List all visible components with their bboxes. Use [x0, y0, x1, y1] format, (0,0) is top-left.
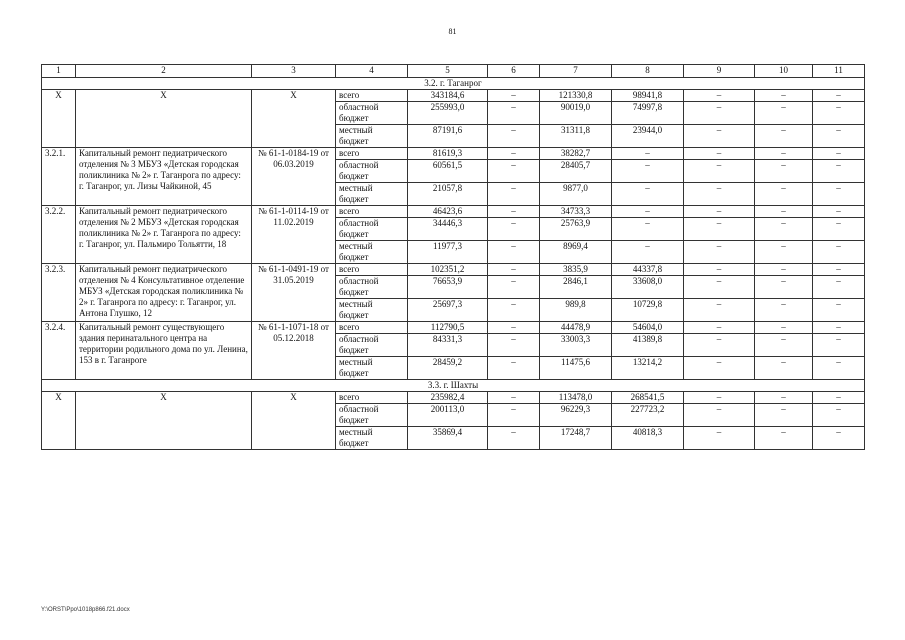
summary-marker-cell: Х [42, 392, 76, 450]
column-number-row [42, 65, 865, 78]
funding-source-cell: всего [336, 264, 408, 276]
funding-source-cell: областной бюджет [336, 160, 408, 183]
value-cell-10: – [755, 183, 813, 206]
value-cell-10: – [755, 218, 813, 241]
value-cell-5: 255993,0 [408, 102, 488, 125]
expertise-doc-cell: № 61-1-0184-19 от 06.03.2019 [252, 148, 336, 206]
value-cell-10: – [755, 276, 813, 299]
column-number-2: 2 [76, 65, 252, 78]
value-cell-10: – [755, 102, 813, 125]
value-cell-5: 87191,6 [408, 125, 488, 148]
value-cell-5: 11977,3 [408, 241, 488, 264]
value-cell-9: – [684, 125, 755, 148]
table-row [42, 264, 865, 276]
column-number-1: 1 [42, 65, 76, 78]
value-cell-5: 235982,4 [408, 392, 488, 404]
funding-source-cell: всего [336, 90, 408, 102]
expertise-doc-cell: № 61-1-0491-19 от 31.05.2019 [252, 264, 336, 322]
object-name-cell: Капитальный ремонт педиатрического отделения № 2 МБУЗ «Детская городская поликлиника № 2» г. Таганрога по адресу: г. Таганрог, ул. Пальмиро Тольятти, 18 [76, 206, 252, 264]
value-cell-6: – [488, 322, 540, 334]
value-cell-6: – [488, 241, 540, 264]
value-cell-8: 268541,5 [612, 392, 684, 404]
expertise-doc-cell: № 61-1-1071-18 от 05.12.2018 [252, 322, 336, 380]
financing-table [41, 64, 865, 450]
funding-source-cell: местный бюджет [336, 299, 408, 322]
value-cell-11: – [813, 90, 865, 102]
funding-source-cell: областной бюджет [336, 276, 408, 299]
value-cell-9: – [684, 322, 755, 334]
value-cell-11: – [813, 392, 865, 404]
funding-source-cell: всего [336, 392, 408, 404]
funding-source-cell: всего [336, 148, 408, 160]
value-cell-8: 13214,2 [612, 357, 684, 380]
value-cell-11: – [813, 276, 865, 299]
column-number-9: 9 [684, 65, 755, 78]
table-row [42, 206, 865, 218]
value-cell-7: 8969,4 [540, 241, 612, 264]
object-name-cell: Капитальный ремонт педиатрического отделения № 4 Консультативное отделение МБУЗ «Детская городская поликлиника № 2» г. Таганрога по адресу: г. Таганрог, ул. Антона Глушко, 12 [76, 264, 252, 322]
value-cell-11: – [813, 427, 865, 450]
value-cell-7: 44478,9 [540, 322, 612, 334]
funding-source-cell: областной бюджет [336, 102, 408, 125]
summary-marker-cell: Х [252, 90, 336, 148]
value-cell-7: 90019,0 [540, 102, 612, 125]
value-cell-8: – [612, 206, 684, 218]
value-cell-11: – [813, 218, 865, 241]
value-cell-6: – [488, 276, 540, 299]
value-cell-7: 28405,7 [540, 160, 612, 183]
object-name-cell: Капитальный ремонт существующего здания перинатального центра на территории родильного дома по ул. Ленина, 153 в г. Таганроге [76, 322, 252, 380]
value-cell-10: – [755, 427, 813, 450]
value-cell-8: 44337,8 [612, 264, 684, 276]
value-cell-10: – [755, 334, 813, 357]
value-cell-5: 35869,4 [408, 427, 488, 450]
value-cell-5: 46423,6 [408, 206, 488, 218]
value-cell-5: 102351,2 [408, 264, 488, 276]
value-cell-9: – [684, 218, 755, 241]
value-cell-8: 33608,0 [612, 276, 684, 299]
item-number-cell: 3.2.3. [42, 264, 76, 322]
value-cell-11: – [813, 148, 865, 160]
value-cell-6: – [488, 357, 540, 380]
value-cell-9: – [684, 357, 755, 380]
value-cell-5: 21057,8 [408, 183, 488, 206]
section-title-row [42, 380, 865, 392]
table-row [42, 392, 865, 404]
column-number-4: 4 [336, 65, 408, 78]
value-cell-5: 84331,3 [408, 334, 488, 357]
value-cell-10: – [755, 160, 813, 183]
funding-source-cell: местный бюджет [336, 241, 408, 264]
value-cell-8: – [612, 241, 684, 264]
value-cell-11: – [813, 102, 865, 125]
value-cell-7: 989,8 [540, 299, 612, 322]
value-cell-11: – [813, 241, 865, 264]
value-cell-8: – [612, 160, 684, 183]
funding-source-cell: всего [336, 206, 408, 218]
value-cell-9: – [684, 276, 755, 299]
value-cell-8: – [612, 183, 684, 206]
value-cell-10: – [755, 90, 813, 102]
value-cell-9: – [684, 102, 755, 125]
value-cell-6: – [488, 90, 540, 102]
column-number-3: 3 [252, 65, 336, 78]
column-number-5: 5 [408, 65, 488, 78]
value-cell-8: 40818,3 [612, 427, 684, 450]
value-cell-8: 74997,8 [612, 102, 684, 125]
file-path-footer: Y:\ORST\Ppo\1018p866.f21.docx [41, 607, 130, 613]
value-cell-7: 33003,3 [540, 334, 612, 357]
value-cell-10: – [755, 241, 813, 264]
table-row [42, 148, 865, 160]
funding-source-cell: местный бюджет [336, 125, 408, 148]
page-number: 81 [448, 27, 457, 36]
value-cell-10: – [755, 404, 813, 427]
value-cell-6: – [488, 148, 540, 160]
value-cell-9: – [684, 160, 755, 183]
value-cell-5: 200113,0 [408, 404, 488, 427]
value-cell-10: – [755, 299, 813, 322]
value-cell-9: – [684, 183, 755, 206]
value-cell-10: – [755, 125, 813, 148]
value-cell-7: 34733,3 [540, 206, 612, 218]
value-cell-5: 112790,5 [408, 322, 488, 334]
value-cell-5: 81619,3 [408, 148, 488, 160]
value-cell-7: 121330,8 [540, 90, 612, 102]
value-cell-7: 17248,7 [540, 427, 612, 450]
section-title: 3.2. г. Таганрог [42, 78, 865, 90]
value-cell-6: – [488, 218, 540, 241]
value-cell-8: – [612, 148, 684, 160]
value-cell-7: 113478,0 [540, 392, 612, 404]
value-cell-9: – [684, 392, 755, 404]
value-cell-7: 38282,7 [540, 148, 612, 160]
value-cell-5: 28459,2 [408, 357, 488, 380]
value-cell-8: – [612, 218, 684, 241]
column-number-8: 8 [612, 65, 684, 78]
value-cell-7: 11475,6 [540, 357, 612, 380]
item-number-cell: 3.2.2. [42, 206, 76, 264]
value-cell-9: – [684, 264, 755, 276]
funding-source-cell: областной бюджет [336, 218, 408, 241]
funding-source-cell: местный бюджет [336, 427, 408, 450]
value-cell-8: 23944,0 [612, 125, 684, 148]
value-cell-11: – [813, 322, 865, 334]
value-cell-11: – [813, 160, 865, 183]
value-cell-6: – [488, 102, 540, 125]
value-cell-6: – [488, 264, 540, 276]
value-cell-11: – [813, 206, 865, 218]
section-title-row [42, 78, 865, 90]
funding-source-cell: местный бюджет [336, 357, 408, 380]
value-cell-9: – [684, 299, 755, 322]
funding-source-cell: всего [336, 322, 408, 334]
value-cell-6: – [488, 299, 540, 322]
value-cell-5: 25697,3 [408, 299, 488, 322]
item-number-cell: 3.2.1. [42, 148, 76, 206]
value-cell-7: 31311,8 [540, 125, 612, 148]
value-cell-9: – [684, 206, 755, 218]
table-row [42, 90, 865, 102]
value-cell-7: 9877,0 [540, 183, 612, 206]
value-cell-11: – [813, 125, 865, 148]
value-cell-8: 227723,2 [612, 404, 684, 427]
value-cell-9: – [684, 148, 755, 160]
value-cell-7: 3835,9 [540, 264, 612, 276]
summary-marker-cell: Х [42, 90, 76, 148]
value-cell-11: – [813, 404, 865, 427]
summary-marker-cell: Х [76, 392, 252, 450]
value-cell-8: 54604,0 [612, 322, 684, 334]
summary-marker-cell: Х [76, 90, 252, 148]
funding-source-cell: областной бюджет [336, 334, 408, 357]
value-cell-6: – [488, 404, 540, 427]
value-cell-6: – [488, 160, 540, 183]
value-cell-6: – [488, 206, 540, 218]
funding-source-cell: областной бюджет [336, 404, 408, 427]
value-cell-8: 98941,8 [612, 90, 684, 102]
value-cell-10: – [755, 264, 813, 276]
value-cell-6: – [488, 183, 540, 206]
value-cell-8: 41389,8 [612, 334, 684, 357]
value-cell-5: 60561,5 [408, 160, 488, 183]
value-cell-5: 76653,9 [408, 276, 488, 299]
value-cell-6: – [488, 427, 540, 450]
column-number-10: 10 [755, 65, 813, 78]
value-cell-9: – [684, 427, 755, 450]
value-cell-11: – [813, 334, 865, 357]
value-cell-5: 343184,6 [408, 90, 488, 102]
value-cell-11: – [813, 299, 865, 322]
value-cell-7: 25763,9 [540, 218, 612, 241]
column-number-6: 6 [488, 65, 540, 78]
value-cell-11: – [813, 357, 865, 380]
value-cell-8: 10729,8 [612, 299, 684, 322]
value-cell-9: – [684, 241, 755, 264]
value-cell-6: – [488, 125, 540, 148]
column-number-7: 7 [540, 65, 612, 78]
value-cell-7: 2846,1 [540, 276, 612, 299]
value-cell-9: – [684, 404, 755, 427]
value-cell-10: – [755, 322, 813, 334]
value-cell-7: 96229,3 [540, 404, 612, 427]
value-cell-11: – [813, 264, 865, 276]
item-number-cell: 3.2.4. [42, 322, 76, 380]
value-cell-10: – [755, 357, 813, 380]
funding-source-cell: местный бюджет [336, 183, 408, 206]
object-name-cell: Капитальный ремонт педиатрического отделения № 3 МБУЗ «Детская городская поликлиника № 2» г. Таганрога по адресу: г. Таганрог, ул. Лизы Чайкиной, 45 [76, 148, 252, 206]
expertise-doc-cell: № 61-1-0114-19 от 11.02.2019 [252, 206, 336, 264]
table-row [42, 322, 865, 334]
value-cell-9: – [684, 334, 755, 357]
section-title: 3.3. г. Шахты [42, 380, 865, 392]
value-cell-6: – [488, 392, 540, 404]
value-cell-10: – [755, 392, 813, 404]
value-cell-9: – [684, 90, 755, 102]
value-cell-5: 34446,3 [408, 218, 488, 241]
value-cell-6: – [488, 334, 540, 357]
column-number-11: 11 [813, 65, 865, 78]
value-cell-10: – [755, 206, 813, 218]
value-cell-10: – [755, 148, 813, 160]
summary-marker-cell: Х [252, 392, 336, 450]
value-cell-11: – [813, 183, 865, 206]
